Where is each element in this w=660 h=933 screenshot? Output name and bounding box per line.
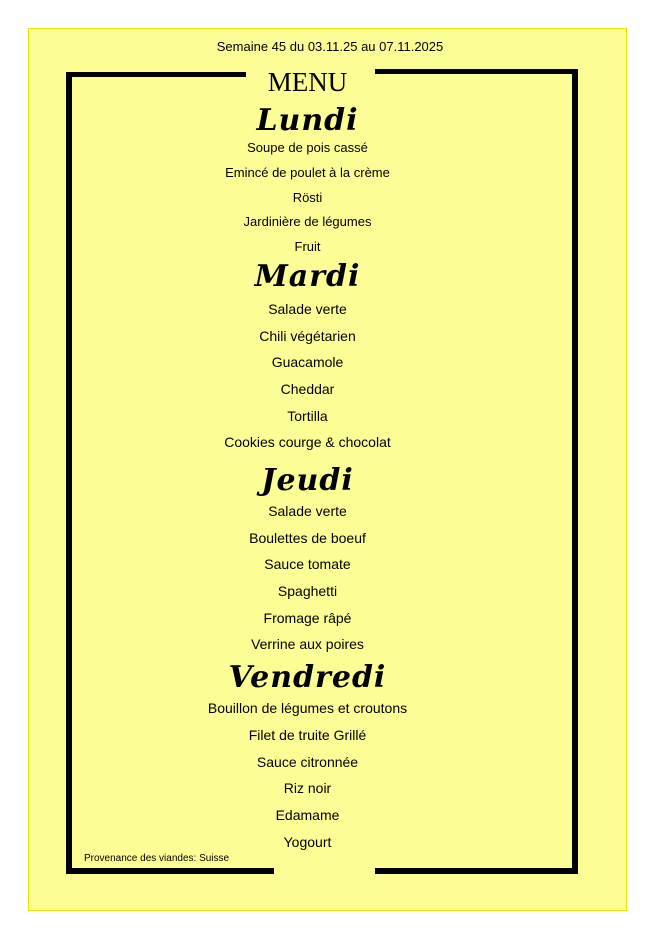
menu-item: Riz noir: [283, 780, 332, 796]
menu-item: Salade verte: [268, 301, 347, 317]
menu-item: Rösti: [292, 190, 323, 205]
menu-item: Sauce citronnée: [256, 754, 359, 770]
menu-item: Cheddar: [280, 381, 335, 397]
menu-item: Yogourt: [283, 834, 332, 850]
menu-item: Guacamole: [271, 354, 344, 370]
menu-item: Fruit: [294, 239, 321, 254]
day-title-jeudi: Jeudi: [261, 463, 354, 498]
menu-item: Cookies courge & chocolat: [224, 434, 391, 450]
menu-item: Bouillon de légumes et croutons: [207, 700, 408, 716]
menu-item: Chili végétarien: [259, 328, 356, 344]
menu-item: Edamame: [275, 807, 340, 823]
frame-bottom-right: [375, 868, 578, 874]
menu-item: Boulettes de boeuf: [249, 530, 366, 546]
menu-item: Tortilla: [287, 408, 328, 424]
day-title-vendredi: Vendredi: [228, 660, 387, 695]
menu-item: Salade verte: [268, 503, 347, 519]
menu-item: Verrine aux poires: [251, 636, 364, 652]
menu-item: Fromage râpé: [263, 610, 352, 626]
frame-bottom-left: [66, 868, 274, 874]
menu-title: MENU: [267, 67, 348, 97]
day-title-mardi: Mardi: [254, 259, 361, 294]
week-header: Semaine 45 du 03.11.25 au 07.11.2025: [216, 39, 444, 54]
menu-item: Sauce tomate: [264, 556, 351, 572]
meat-origin-note: Provenance des viandes: Suisse: [84, 853, 230, 864]
menu-item: Soupe de pois cassé: [247, 140, 368, 155]
menu-item: Filet de truite Grillé: [248, 727, 367, 743]
day-title-lundi: Lundi: [256, 103, 359, 138]
menu-item: Emincé de poulet à la crème: [225, 165, 390, 180]
menu-item: Spaghetti: [277, 583, 338, 599]
menu-item: Jardinière de légumes: [243, 214, 372, 229]
